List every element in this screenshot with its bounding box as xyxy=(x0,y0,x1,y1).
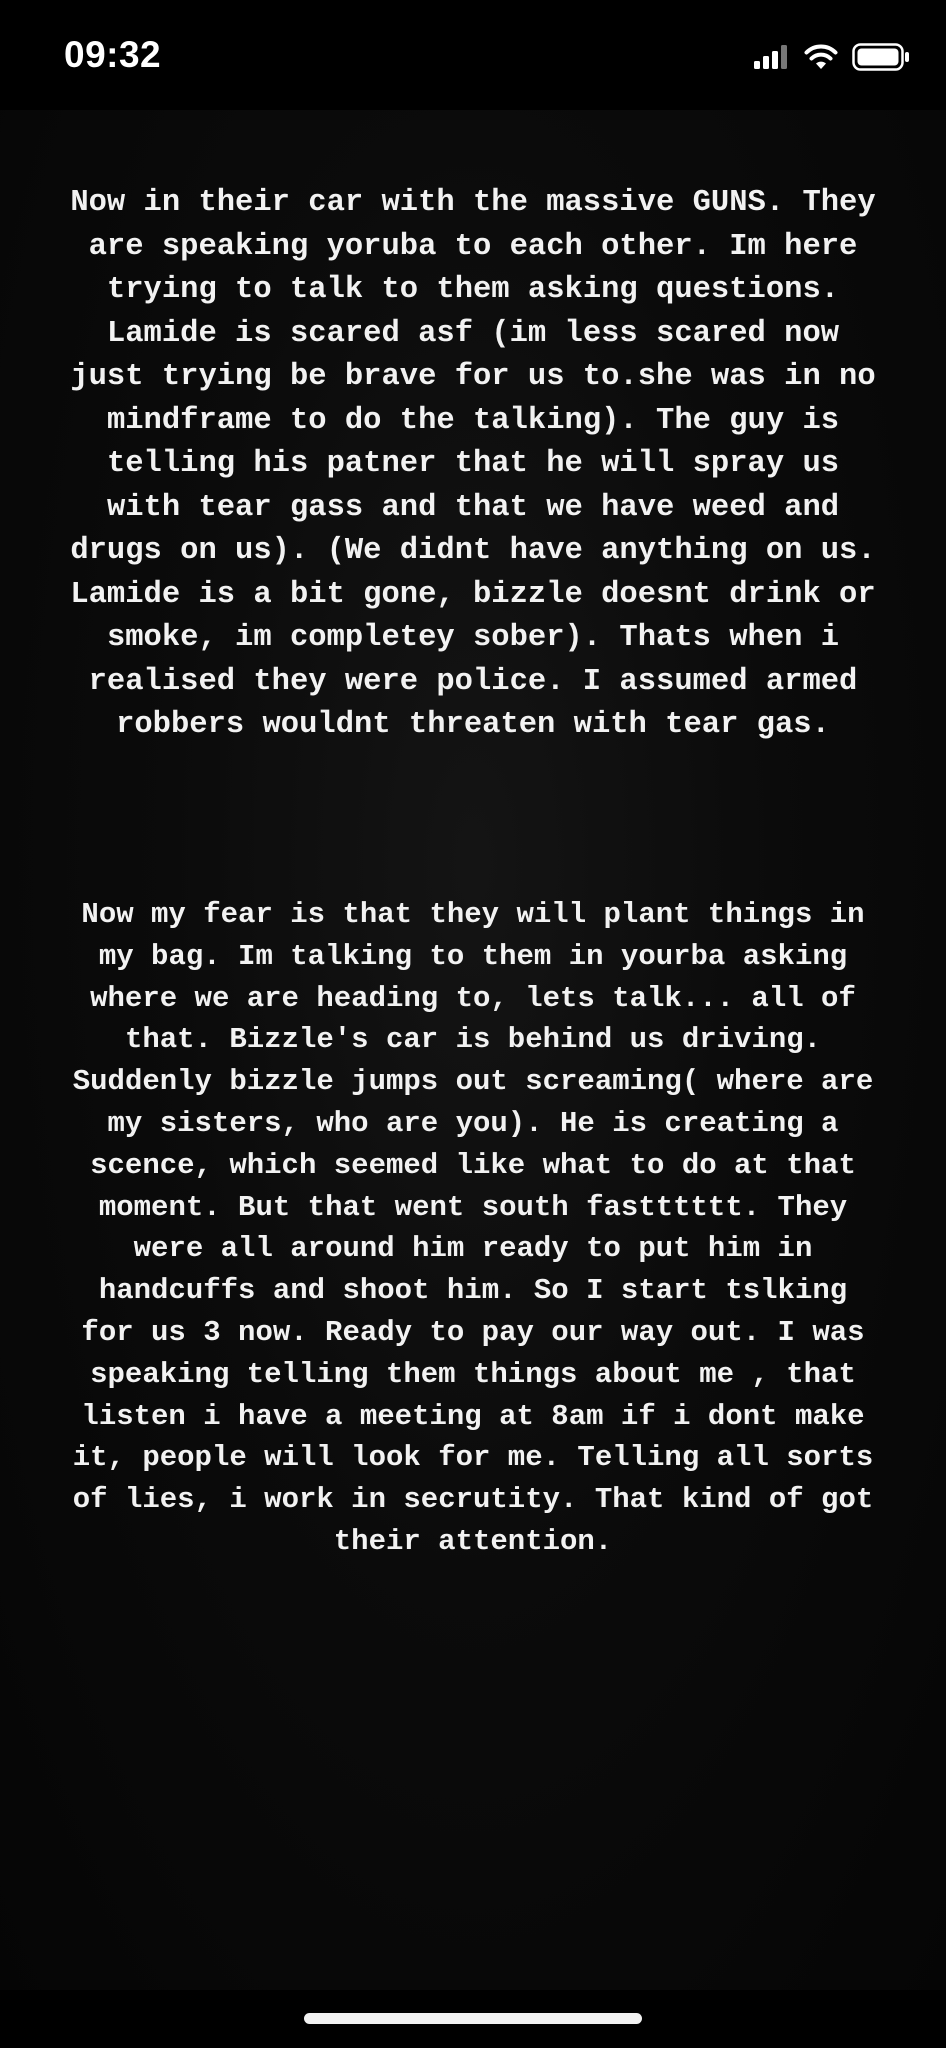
status-icons xyxy=(754,42,910,76)
story-content[interactable] xyxy=(0,110,946,1990)
story-paragraph-1: Now in their car with the massive GUNS. They are speaking yoruba to each other. Im here trying to talk to them asking questions. Lamide is scared asf (im less scared now just trying be brave for us to.she was in no mindframe to do the talking). The guy is telling his patner that he will spray us with tear gass and that we have weed and drugs on us). (We didnt have anything on us. Lamide is a bit gone, bizzle doesnt drink or smoke, im completey sober). Thats when i realised they were police. I assumed armed robbers wouldnt threaten with tear gas. xyxy=(70,186,876,742)
cellular-signal-icon xyxy=(754,45,790,74)
home-indicator[interactable] xyxy=(304,2013,642,2024)
battery-icon xyxy=(852,43,910,76)
status-bar xyxy=(0,0,946,110)
wifi-icon xyxy=(804,44,838,75)
status-time: 09:32 xyxy=(64,34,162,75)
story-paragraph-2: Now my fear is that they will plant things in my bag. Im talking to them in yourba asking where we are heading to, lets talk... all of that. Bizzle's car is behind us driving. Suddenly bizzle jumps out screaming( where are my sisters, who are you). He is creating a scence, which seemed like what to do at that moment. But that went south fastttttt. They were all around him ready to put him in handcuffs and shoot him. So I start tslking for us 3 now. Ready to pay our way out. I was speaking telling them things about me , that listen i have a meeting at 8am if i dont make it, people will look for me. Telling all sorts of lies, i work in secrutity. That kind of got their attention. xyxy=(72,898,874,1558)
